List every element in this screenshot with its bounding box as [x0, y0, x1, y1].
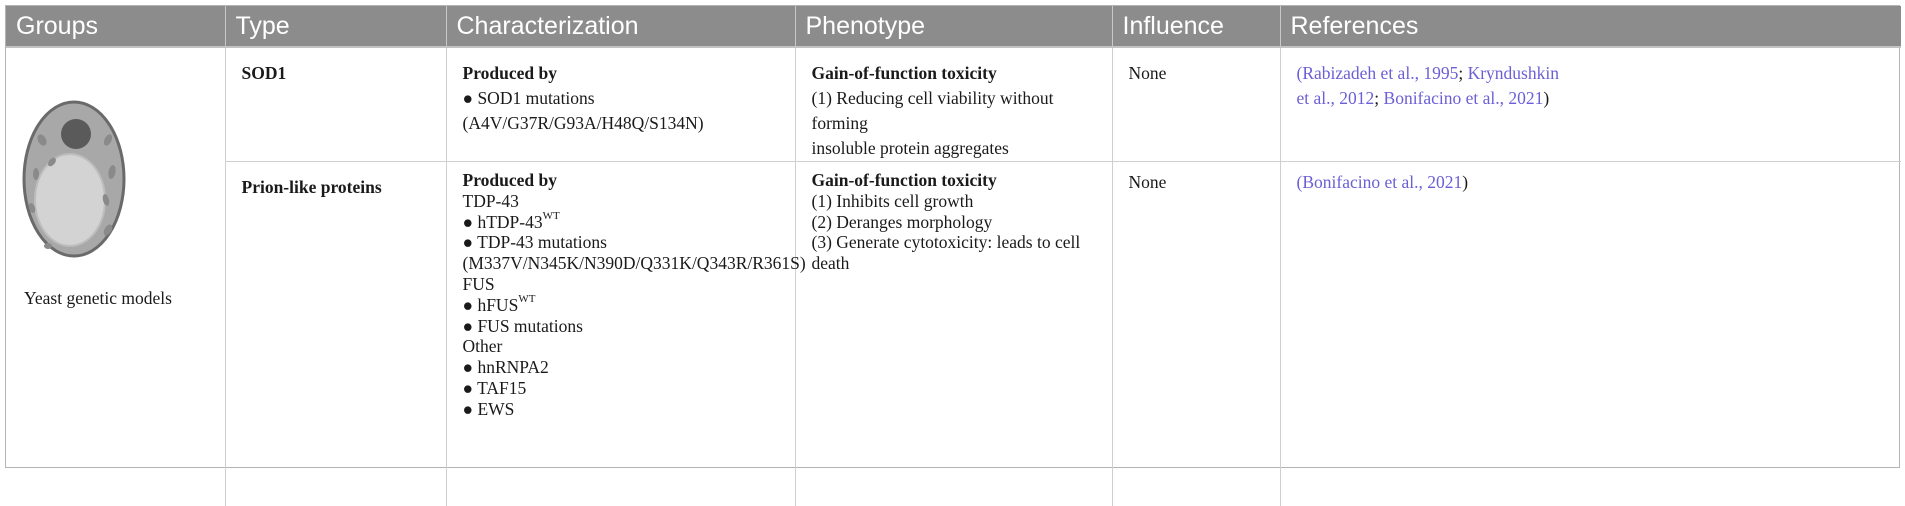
list-item	[462, 209, 785, 233]
list-item: (2) Deranges morphology	[811, 211, 993, 232]
table-row	[6, 162, 1901, 506]
header-influence: Influence	[1112, 6, 1280, 47]
characterization-cell	[446, 162, 806, 506]
pheno-title: Gain-of-function toxicity	[811, 63, 997, 83]
reference-link[interactable]: Kryndushkin	[1467, 63, 1559, 83]
char-title: Produced by	[462, 63, 557, 83]
superscript: WT	[518, 292, 536, 305]
list-item: insoluble protein aggregates	[811, 138, 1009, 158]
reference-link[interactable]: Rabizadeh et al., 1995	[1302, 63, 1459, 83]
group-label: Yeast genetic models	[24, 288, 172, 308]
header-groups: Groups	[6, 6, 225, 47]
ref-paren: (	[1296, 63, 1303, 83]
char-title: Produced by	[462, 170, 557, 190]
list-item: (M337V/N345K/N390D/Q331K/Q343R/R361S)	[462, 253, 806, 274]
superscript: WT	[542, 209, 560, 222]
references-cell	[1280, 162, 1901, 506]
subgroup-heading: TDP-43	[462, 190, 519, 211]
item-text: ● hTDP-43	[462, 211, 543, 232]
list-item: ● EWS	[462, 398, 515, 419]
characterization-cell	[446, 47, 795, 162]
influence-value: None	[1128, 172, 1167, 192]
references-cell	[1280, 47, 1901, 162]
ref-paren: )	[1543, 88, 1550, 108]
header-row	[6, 6, 1901, 47]
influence-cell	[1112, 162, 1280, 506]
ref-separator: ;	[1374, 88, 1384, 108]
list-item: (A4V/G37R/G93A/H48Q/S134N)	[462, 113, 704, 133]
list-item: ● FUS mutations	[462, 315, 583, 336]
list-item: ● TDP-43 mutations	[462, 232, 607, 253]
subgroup-heading: Other	[462, 336, 503, 357]
pheno-title: Gain-of-function toxicity	[811, 170, 997, 190]
list-item: ● SOD1 mutations	[462, 88, 595, 108]
list-item: ● TAF15	[462, 377, 527, 398]
influence-cell	[1112, 47, 1280, 162]
header-references: References	[1280, 6, 1901, 47]
list-item: (1) Reducing cell viability without forming	[811, 88, 1054, 133]
reference-link[interactable]: Bonifacino et al., 2021	[1383, 88, 1544, 108]
yeast-cell-icon	[22, 100, 126, 258]
phenotype-cell	[795, 47, 1112, 162]
reference-link[interactable]: Bonifacino et al., 2021	[1302, 172, 1463, 192]
type-label: SOD1	[241, 63, 287, 83]
reference-link[interactable]: et al., 2012	[1296, 88, 1375, 108]
table-row	[6, 47, 1901, 162]
group-cell	[6, 47, 225, 506]
list-item	[462, 292, 785, 316]
type-cell	[225, 47, 446, 162]
list-item: ● hnRNPA2	[462, 357, 549, 378]
influence-value: None	[1128, 63, 1167, 83]
header-type: Type	[225, 6, 446, 47]
type-cell	[225, 162, 446, 506]
ref-separator: ;	[1458, 63, 1468, 83]
data-table	[6, 6, 1901, 506]
header-phenotype: Phenotype	[795, 6, 1112, 47]
list-item: (3) Generate cytotoxicity: leads to cell death	[811, 232, 1081, 274]
item-text: ● hFUS	[462, 294, 519, 315]
phenotype-cell	[795, 162, 1112, 506]
ref-paren: (	[1296, 172, 1303, 192]
type-label: Prion-like proteins	[241, 177, 382, 197]
ref-paren: )	[1462, 172, 1469, 192]
header-characterization: Characterization	[446, 6, 795, 47]
list-item: (1) Inhibits cell growth	[811, 190, 974, 211]
table-frame	[5, 5, 1900, 468]
subgroup-heading: FUS	[462, 273, 495, 294]
